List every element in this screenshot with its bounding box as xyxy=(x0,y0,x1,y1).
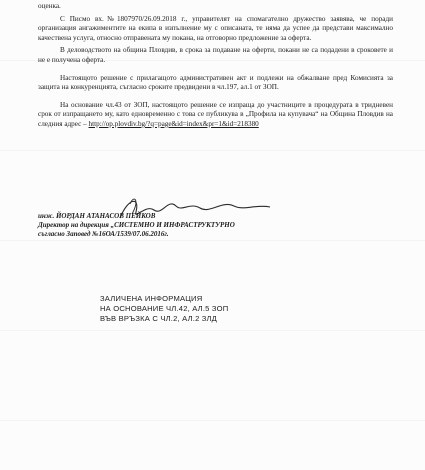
signature-block xyxy=(38,212,338,239)
document-body xyxy=(38,2,393,130)
redaction-notice xyxy=(100,294,360,324)
paragraph-appeal: Настоящото решение с прилагащото административен акт и подлежи на обжалване пред Комисията за защита на конкуренцията, съгласно сроките предвидени в чл.197, ал.1 от ЗОП. xyxy=(38,73,393,92)
paragraph-registry: В деловодството на община Пловдив, в срока за подаване на оферти, покани не са подадени в сроковете и не е получена оферта. xyxy=(38,46,393,64)
profile-url[interactable]: http://op.plovdiv.bg/?q=page&id=index&pr=1&id=218380 xyxy=(88,119,259,128)
paragraph-letter: С Писмо вх.№1807970/26.09.2018 г., управителят на спомагателно дружество заявява, че поради организация ангажиментите на екипа в изпълнение му с описаната, те няма да успее да представи максимално качествена услуга, относно отправената му покана, на отговорно предложение за оферта. xyxy=(38,14,393,42)
notice-line-1: ЗАЛИЧЕНА ИНФОРМАЦИЯ xyxy=(100,294,203,303)
signatory-role: Директор на дирекция „СИСТЕМНО И ИНФРАСТРУКТУРНО xyxy=(38,221,235,229)
signatory-order: съгласно Заповед №16ОА/1539/07.06.2016г. xyxy=(38,230,169,238)
notice-line-3: ВЪВ ВРЪЗКА С ЧЛ.2, АЛ.2 ЗЛД xyxy=(100,314,218,323)
signatory-name: инж. ЙОРДАН АТАНАСОВ ПЕЙКОВ xyxy=(38,212,156,220)
publication-text: На основание чл.43 от ЗОП, настоящото решение се изпраща до участниците в процедурата в тридневен срок от изпращането му, като едновременно с това се публикува в „Профила на купувача“ на Община Пловдив на следния адрес – xyxy=(38,100,393,128)
notice-line-2: НА ОСНОВАНИЕ ЧЛ.42, АЛ.5 ЗОП xyxy=(100,304,229,313)
paragraph-publication xyxy=(38,101,393,130)
paragraph-intro: оценка. xyxy=(38,2,61,10)
